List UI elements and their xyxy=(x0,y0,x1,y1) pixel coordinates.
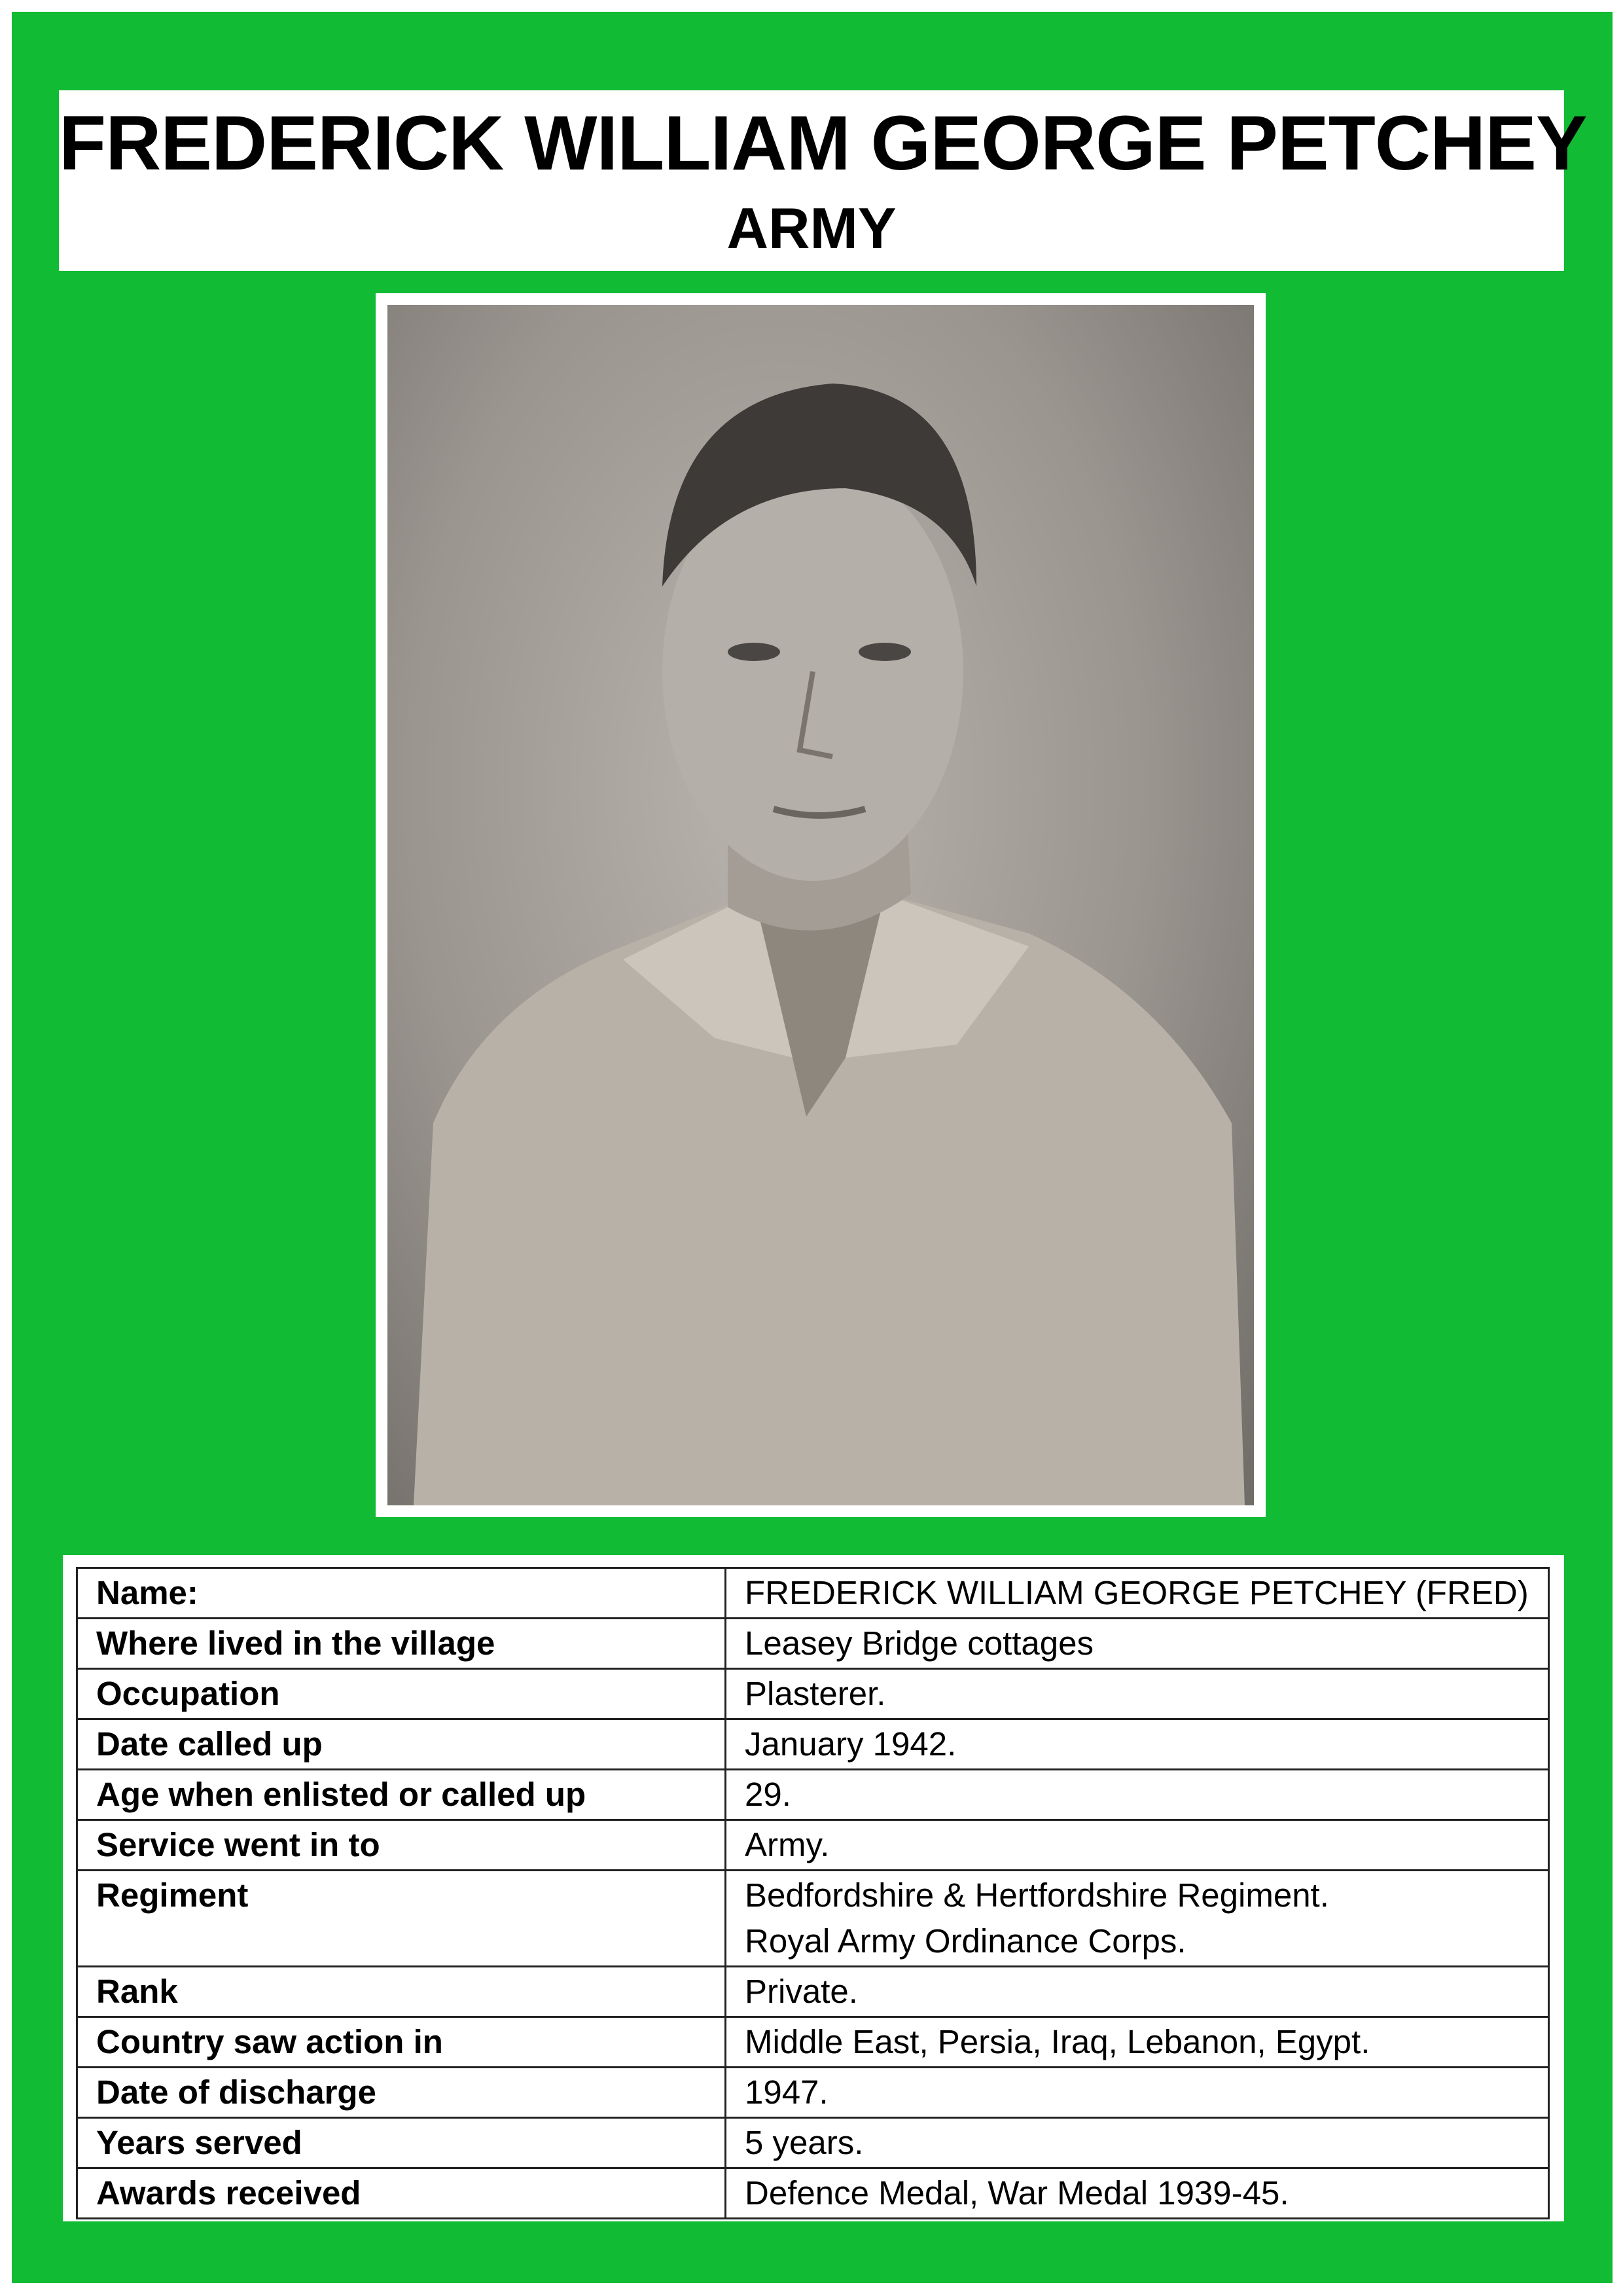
field-value-line: Army. xyxy=(745,1826,830,1863)
field-label: Date called up xyxy=(77,1719,726,1770)
table-row xyxy=(77,1619,1549,1669)
field-value xyxy=(726,1820,1549,1871)
field-value xyxy=(726,1770,1549,1820)
field-label: Date of discharge xyxy=(77,2068,726,2118)
field-value xyxy=(726,1669,1549,1719)
field-value-line: Defence Medal, War Medal 1939-45. xyxy=(745,2174,1289,2212)
field-value-line: Leasey Bridge cottages xyxy=(745,1624,1094,1662)
field-value-line: 1947. xyxy=(745,2073,829,2111)
table-row xyxy=(77,1871,1549,1967)
field-label: Where lived in the village xyxy=(77,1619,726,1669)
field-value xyxy=(726,2118,1549,2168)
field-value xyxy=(726,1871,1549,1967)
field-label: Regiment xyxy=(77,1871,726,1967)
field-value xyxy=(726,2068,1549,2118)
field-label: Occupation xyxy=(77,1669,726,1719)
field-label: Rank xyxy=(77,1967,726,2017)
details-table xyxy=(76,1567,1550,2219)
table-row xyxy=(77,1719,1549,1770)
field-value xyxy=(726,1967,1549,2017)
field-value-line: 5 years. xyxy=(745,2124,864,2161)
details-panel xyxy=(63,1555,1564,2221)
table-row xyxy=(77,2017,1549,2068)
field-value xyxy=(726,1719,1549,1770)
table-row xyxy=(77,2068,1549,2118)
field-value xyxy=(726,2168,1549,2219)
poster-background xyxy=(12,12,1613,2283)
field-value-line: Royal Army Ordinance Corps. xyxy=(745,1922,1186,1960)
field-value-line: Plasterer. xyxy=(745,1675,886,1712)
field-value xyxy=(726,1568,1549,1619)
field-value-line: Middle East, Persia, Iraq, Lebanon, Egypt. xyxy=(745,2023,1370,2060)
field-value-line: 29. xyxy=(745,1776,791,1813)
table-row xyxy=(77,1568,1549,1619)
portrait-frame xyxy=(376,293,1266,1517)
page-title: FREDERICK WILLIAM GEORGE PETCHEY xyxy=(59,100,1587,187)
field-value-line: FREDERICK WILLIAM GEORGE PETCHEY (FRED) xyxy=(745,1574,1529,1611)
field-value-line: Bedfordshire & Hertfordshire Regiment. xyxy=(745,1876,1329,1914)
table-row xyxy=(77,2168,1549,2219)
field-label: Country saw action in xyxy=(77,2017,726,2068)
table-row xyxy=(77,1669,1549,1719)
table-row xyxy=(77,1770,1549,1820)
table-row xyxy=(77,1820,1549,1871)
portrait-photo xyxy=(387,305,1254,1505)
field-label: Years served xyxy=(77,2118,726,2168)
table-row xyxy=(77,2118,1549,2168)
table-row xyxy=(77,1967,1549,2017)
field-label: Age when enlisted or called up xyxy=(77,1770,726,1820)
field-label: Name: xyxy=(77,1568,726,1619)
field-value xyxy=(726,2017,1549,2068)
field-label: Service went in to xyxy=(77,1820,726,1871)
title-panel xyxy=(59,90,1587,271)
field-value-line: Private. xyxy=(745,1973,858,2010)
service-branch-heading: ARMY xyxy=(726,196,897,260)
field-label: Awards received xyxy=(77,2168,726,2219)
field-value xyxy=(726,1619,1549,1669)
field-value-line: January 1942. xyxy=(745,1725,957,1763)
